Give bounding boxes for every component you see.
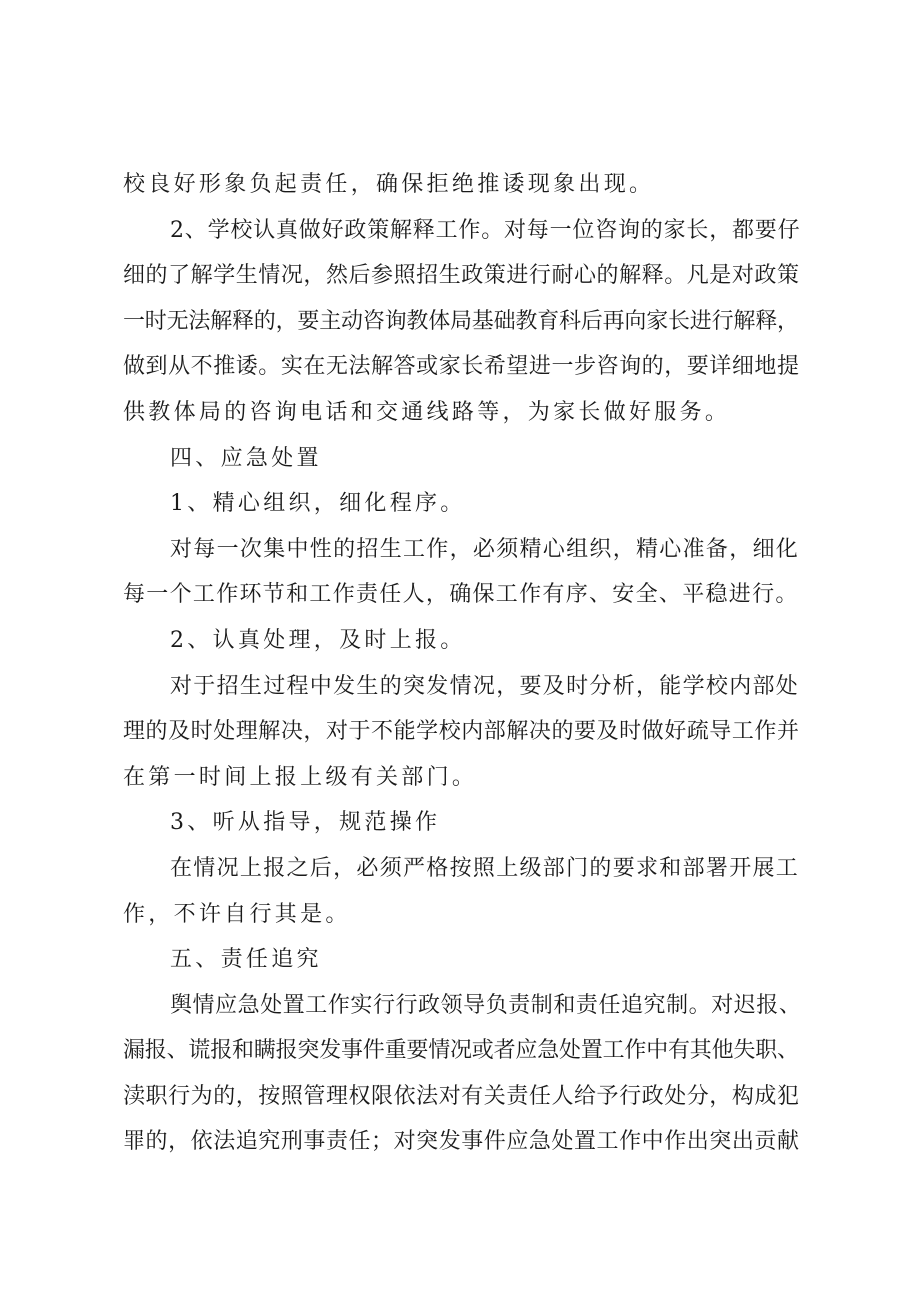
- paragraph-line: 在情况上报之后，必须严格按照上级部门的要求和部署开展工: [170, 855, 800, 881]
- document-body: [123, 162, 803, 1165]
- paragraph-line: 漏报、谎报和瞒报突发事件重要情况或者应急处置工作中有其他失职、: [123, 1038, 799, 1064]
- paragraph-line: 作，不许自行其是。: [123, 901, 351, 927]
- paragraph-line: 细的了解学生情况，然后参照招生政策进行耐心的解释。凡是对政策: [123, 263, 800, 289]
- paragraph-line: 对每一次集中性的招生工作，必须精心组织，精心准备，细化: [170, 536, 800, 562]
- paragraph-line: 校良好形象负起责任，确保拒绝推诿现象出现。: [123, 172, 655, 197]
- paragraph-line: 对于招生过程中发生的突发情况，要及时分析，能学校内部处: [170, 673, 800, 699]
- paragraph-line: 2、学校认真做好政策解释工作。对每一位咨询的家长，都要仔: [170, 217, 801, 243]
- paragraph-line: 每一个工作环节和工作责任人，确保工作有序、安全、平稳进行。: [123, 582, 799, 608]
- paragraph-line: 罪的，依法追究刑事责任；对突发事件应急处置工作中作出突出贡献: [123, 1129, 800, 1155]
- paragraph-line: 在第一时间上报上级有关部门。: [123, 764, 478, 790]
- paragraph-line: 理的及时处理解决，对于不能学校内部解决的要及时做好疏导工作并: [123, 719, 800, 745]
- subsection-heading: 2、认真处理，及时上报。: [170, 627, 466, 653]
- subsection-heading: 1、精心组织，细化程序。: [170, 491, 466, 517]
- paragraph-line: 供教体局的咨询电话和交通线路等，为家长做好服务。: [123, 399, 731, 425]
- paragraph-line: 渎职行为的，按照管理权限依法对有关责任人给予行政处分，构成犯: [123, 1083, 800, 1109]
- section-heading: 五、责任追究: [170, 947, 322, 973]
- paragraph-line: 一时无法解释的，要主动咨询教体局基础教育科后再向家长进行解释，: [123, 308, 799, 334]
- paragraph-line: 舆情应急处置工作实行行政领导负责制和责任追究制。对迟报、: [170, 992, 802, 1018]
- section-heading: 四、应急处置: [170, 445, 322, 471]
- subsection-heading: 3、听从指导，规范操作: [170, 810, 441, 836]
- paragraph-line: 做到从不推诿。实在无法解答或家长希望进一步咨询的，要详细地提: [123, 354, 800, 380]
